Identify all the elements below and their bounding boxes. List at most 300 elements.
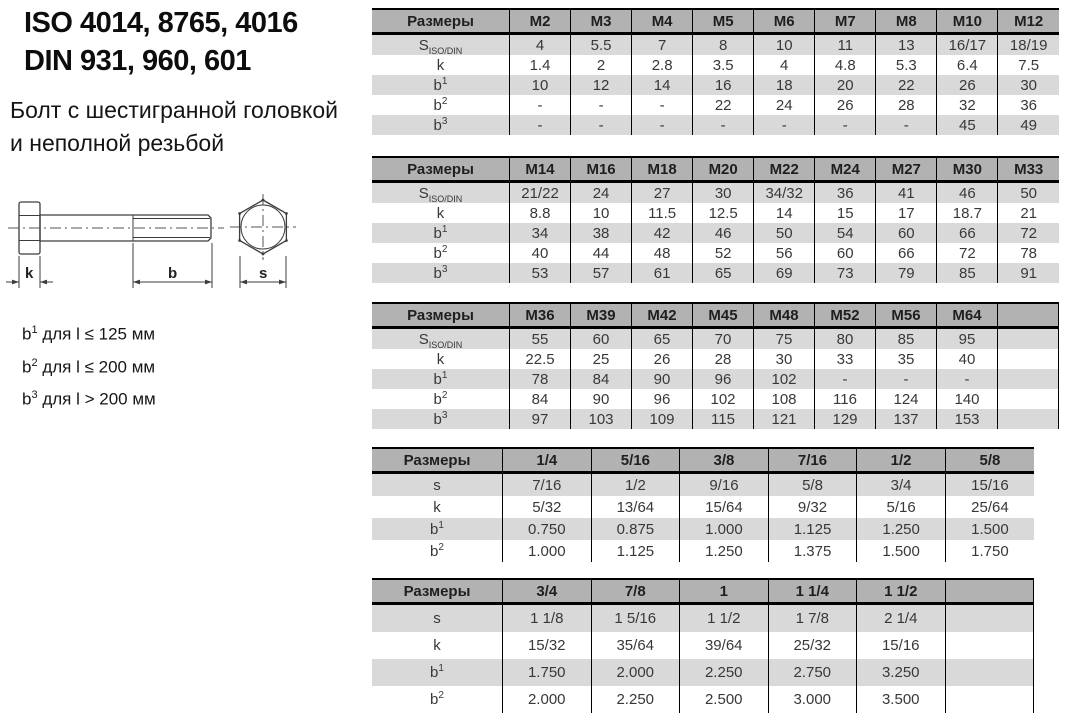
table-cell: 28 [693,349,754,369]
table-cell: 22.5 [510,349,571,369]
table-cell: 1 1/8 [503,604,592,633]
table-cell: 52 [693,243,754,263]
table-cell: 1.750 [945,540,1034,562]
table-cell: 2.750 [768,659,857,686]
table-cell: 1 5/16 [591,604,680,633]
table-cell: 46 [937,182,998,204]
table-cell: 35 [876,349,937,369]
footnote-b2: $b^2$ для l ≤ 200 мм [22,356,156,377]
subtitle-line-2: и неполной резьбой [10,130,225,156]
dimension-b [133,243,212,288]
column-header: Размеры [372,579,503,604]
table-cell: 41 [876,182,937,204]
table-cell: - [571,95,632,115]
table-cell: 84 [510,389,571,409]
table-cell: 65 [632,328,693,350]
table-row [372,75,1059,95]
table-cell: 69 [754,263,815,283]
column-header: M7 [815,9,876,34]
column-header: M64 [937,303,998,328]
table-cell: 66 [937,223,998,243]
table-cell: 60 [815,243,876,263]
column-header: M45 [693,303,754,328]
dimension-label-s: s [259,265,268,282]
table-cell: 103 [571,409,632,429]
table-cell: 22 [693,95,754,115]
table-cell: 4 [754,55,815,75]
table-cell: 49 [998,115,1059,135]
table-cell: - [876,369,937,389]
title-din: DIN 931, 960, 601 [24,45,251,77]
table-cell: 1.000 [503,540,592,562]
table-cell: 116 [815,389,876,409]
page-title [24,4,298,80]
table-row [372,95,1059,115]
table-cell: 2.250 [680,659,769,686]
table-cell: - [815,115,876,135]
table-cell [945,632,1034,659]
row-label: k [433,637,441,654]
table-cell: - [632,115,693,135]
table-cell: 30 [754,349,815,369]
dimension-label-k: k [25,265,34,282]
table-cell: 35/64 [591,632,680,659]
row-label: $b^3$ [372,263,510,283]
table-cell: 36 [998,95,1059,115]
table-cell: - [937,369,998,389]
dimension-label-b: b [168,265,178,282]
metric-table-m36-m64 [372,302,1059,429]
table-cell: 2.500 [680,686,769,713]
table-cell: 96 [632,389,693,409]
footnote-b1: $b^1$ для l ≤ 125 мм [22,324,156,344]
table-cell: 14 [754,203,815,223]
table-cell: 84 [571,369,632,389]
column-header: M39 [571,303,632,328]
table-row [372,659,1034,686]
table-cell [998,389,1059,409]
table-cell: 6.4 [937,55,998,75]
table-cell: 137 [876,409,937,429]
column-header [945,579,1034,604]
footnote-b3: $b^3$ для l > 200 мм [22,389,156,409]
table-cell: 72 [998,223,1059,243]
table-cell [945,686,1034,713]
table-cell: - [754,115,815,135]
row-label: $S_{ISO/DIN}$ [372,34,510,56]
table-row [372,328,1059,350]
column-header: 3/4 [503,579,592,604]
column-header: 1 [680,579,769,604]
table-cell: 1 1/2 [680,604,769,633]
footnotes [22,316,156,414]
table-cell [945,604,1034,633]
table-cell: 57 [571,263,632,283]
table-cell [998,328,1059,350]
table-cell: 1.375 [768,540,857,562]
column-header: M14 [510,157,571,182]
table-row [372,604,1034,633]
row-label: $b^2$ [430,690,444,708]
column-header: 1 1/4 [768,579,857,604]
column-header: 7/8 [591,579,680,604]
column-header: M12 [998,9,1059,34]
table-cell: 1.500 [857,540,946,562]
column-header: M48 [754,303,815,328]
table-cell: 72 [937,243,998,263]
row-label: $b^1$ [372,369,510,389]
table-cell: 18/19 [998,34,1059,56]
table-cell: 24 [754,95,815,115]
metric-table-m2-m12 [372,8,1059,135]
table-cell: 61 [632,263,693,283]
table-cell: 14 [632,75,693,95]
table-cell: 26 [937,75,998,95]
table-cell: 50 [754,223,815,243]
table-cell: 0.875 [591,518,680,540]
table-cell [945,659,1034,686]
table-row [372,369,1059,389]
table-row [372,496,1034,518]
table-cell: 140 [937,389,998,409]
bolt-drawing [2,186,322,312]
table-cell: 85 [937,263,998,283]
table-cell: - [693,115,754,135]
row-label: $b^1$ [372,659,503,686]
table-cell: 2.000 [503,686,592,713]
table-cell: 11 [815,34,876,56]
column-header: M24 [815,157,876,182]
table-cell: 56 [754,243,815,263]
table-cell: - [815,369,876,389]
row-label: $b^3$ [372,115,510,135]
table-cell: 109 [632,409,693,429]
table-header-row [372,579,1034,604]
table-cell: 44 [571,243,632,263]
table-cell: 79 [876,263,937,283]
column-header: M52 [815,303,876,328]
table-cell: 1.250 [857,518,946,540]
row-label: s [372,473,503,497]
table-cell: 5.5 [571,34,632,56]
table-cell: 66 [876,243,937,263]
table-cell: 90 [632,369,693,389]
table-row [372,632,1034,659]
table-cell: 38 [571,223,632,243]
table-cell: 1.250 [680,540,769,562]
table-header-row [372,303,1059,328]
table-cell: 21/22 [510,182,571,204]
table-cell: 25/32 [768,632,857,659]
row-label: $b^1$ [372,518,503,540]
table-row [372,34,1059,56]
table-cell: 27 [632,182,693,204]
table-cell: 20 [815,75,876,95]
column-header: 5/16 [591,448,680,473]
table-cell: 1.125 [591,540,680,562]
table-cell: 90 [571,389,632,409]
column-header: M16 [571,157,632,182]
column-header: M22 [754,157,815,182]
table-cell: 3.500 [857,686,946,713]
table-row [372,223,1059,243]
table-cell: 10 [754,34,815,56]
table-cell: 15/16 [857,632,946,659]
table-cell: 75 [754,328,815,350]
table-cell: 10 [510,75,571,95]
row-label: $b^2$ [433,389,448,408]
table-cell: 70 [693,328,754,350]
table-cell: 1.750 [503,659,592,686]
page-subtitle [10,94,338,160]
row-label: k [436,204,445,222]
table-cell: - [876,115,937,135]
table-cell: 53 [510,263,571,283]
row-label: $b^3$ [372,409,510,429]
table-header-row [372,448,1034,473]
dimension-k [6,256,53,288]
table-row [372,243,1059,263]
table-cell: 34 [510,223,571,243]
metric-table-m14-m33 [372,156,1059,283]
table-cell: 80 [815,328,876,350]
table-cell: 1/2 [591,473,680,497]
column-header: M6 [754,9,815,34]
table-cell: - [510,115,571,135]
table-cell: 91 [998,263,1059,283]
table-header-row [372,157,1059,182]
column-header: 1/4 [503,448,592,473]
table-cell: 9/32 [768,496,857,518]
table-cell: 21 [998,203,1059,223]
table-cell: 15 [815,203,876,223]
imperial-table-threequarters-to-oneandhalf [372,578,1034,713]
column-header: M20 [693,157,754,182]
table-cell: 2.000 [591,659,680,686]
table-cell: 26 [632,349,693,369]
row-label: $b^1$ [372,223,510,243]
table-row [372,349,1059,369]
table-cell: 25 [571,349,632,369]
table-cell: 60 [571,328,632,350]
table-cell: 12 [571,75,632,95]
table-cell: 5/32 [503,496,592,518]
table-cell: 1.125 [768,518,857,540]
table-cell: 32 [937,95,998,115]
table-cell: 7/16 [503,473,592,497]
table-cell: 3.250 [857,659,946,686]
table-cell: 2 1/4 [857,604,946,633]
table-cell: 4.8 [815,55,876,75]
table-cell: 3.5 [693,55,754,75]
table-cell: 39/64 [680,632,769,659]
table-cell: 26 [815,95,876,115]
table-cell: 11.5 [632,203,693,223]
table-cell: 7 [632,34,693,56]
table-cell: 73 [815,263,876,283]
table-cell: 1.000 [680,518,769,540]
column-header: M27 [876,157,937,182]
table-cell: 2.8 [632,55,693,75]
column-header: Размеры [372,303,510,328]
table-cell: 102 [693,389,754,409]
table-cell: 78 [510,369,571,389]
table-cell: 54 [815,223,876,243]
column-header: Размеры [372,448,503,473]
row-label: $S_{ISO/DIN}$ [372,182,510,204]
table-cell: 115 [693,409,754,429]
table-cell: 8.8 [510,203,571,223]
table-cell: 18 [754,75,815,95]
table-row [372,473,1034,497]
table-cell: 9/16 [680,473,769,497]
table-cell [998,369,1059,389]
table-cell: 153 [937,409,998,429]
table-cell: 3.000 [768,686,857,713]
column-header: 1/2 [857,448,946,473]
table-cell: 12.5 [693,203,754,223]
column-header: Размеры [372,9,510,34]
row-label: k [433,498,441,516]
imperial-table-quarter-to-fiveeighths [372,447,1034,562]
table-cell: 2 [571,55,632,75]
table-cell: 7.5 [998,55,1059,75]
table-cell: 10 [571,203,632,223]
table-cell: 95 [937,328,998,350]
column-header: M8 [876,9,937,34]
row-label: $b^2$ [433,243,448,262]
table-cell: 15/32 [503,632,592,659]
row-label: $b^1$ [372,75,510,95]
table-cell: 124 [876,389,937,409]
table-cell: 4 [510,34,571,56]
table-row [372,182,1059,204]
title-iso: ISO 4014, 8765, 4016 [24,7,298,39]
table-cell: 65 [693,263,754,283]
table-cell: 36 [815,182,876,204]
column-header: M36 [510,303,571,328]
table-cell: 48 [632,243,693,263]
table-cell: 18.7 [937,203,998,223]
table-cell: 30 [693,182,754,204]
table-cell: 129 [815,409,876,429]
column-header: M5 [693,9,754,34]
column-header: 3/8 [680,448,769,473]
table-cell: 2.250 [591,686,680,713]
table-row [372,540,1034,562]
column-header: M18 [632,157,693,182]
table-cell: 50 [998,182,1059,204]
table-cell: 1.4 [510,55,571,75]
table-cell: 5/8 [768,473,857,497]
table-cell: 5.3 [876,55,937,75]
table-cell: 33 [815,349,876,369]
row-label: s [372,604,503,633]
column-header: 1 1/2 [857,579,946,604]
column-header: 7/16 [768,448,857,473]
table-cell: 60 [876,223,937,243]
table-cell: 78 [998,243,1059,263]
table-row [372,389,1059,409]
table-cell: 55 [510,328,571,350]
table-cell: 30 [998,75,1059,95]
column-header: M30 [937,157,998,182]
table-cell: 28 [876,95,937,115]
column-header: M33 [998,157,1059,182]
table-cell: 3/4 [857,473,946,497]
table-cell [998,349,1059,369]
bolt-end-view [230,194,296,260]
table-cell [998,409,1059,429]
table-cell: 15/16 [945,473,1034,497]
table-cell: 34/32 [754,182,815,204]
table-cell: - [632,95,693,115]
column-header: M10 [937,9,998,34]
row-label: $b^2$ [430,541,444,560]
table-cell: 40 [510,243,571,263]
table-row [372,203,1059,223]
table-cell: 42 [632,223,693,243]
table-cell: 40 [937,349,998,369]
bolt-side-view [8,202,224,254]
table-cell: 16 [693,75,754,95]
column-header: M2 [510,9,571,34]
table-cell: 121 [754,409,815,429]
table-cell: 25/64 [945,496,1034,518]
table-cell: 108 [754,389,815,409]
dimension-s [240,256,286,288]
table-cell: 8 [693,34,754,56]
table-row [372,409,1059,429]
table-row [372,55,1059,75]
table-cell: 16/17 [937,34,998,56]
table-cell: 24 [571,182,632,204]
table-cell: 96 [693,369,754,389]
column-header: M56 [876,303,937,328]
column-header: M4 [632,9,693,34]
subtitle-line-1: Болт с шестигранной головкой [10,97,338,123]
table-row [372,115,1059,135]
table-row [372,686,1034,713]
table-row [372,518,1034,540]
table-cell: 15/64 [680,496,769,518]
table-header-row [372,9,1059,34]
table-cell: - [571,115,632,135]
table-cell: 46 [693,223,754,243]
table-cell: 5/16 [857,496,946,518]
table-cell: 0.750 [503,518,592,540]
table-cell: 85 [876,328,937,350]
table-cell: 13/64 [591,496,680,518]
column-header: Размеры [372,157,510,182]
column-header: 5/8 [945,448,1034,473]
row-label: $S_{ISO/DIN}$ [372,328,510,350]
table-cell: 13 [876,34,937,56]
table-row [372,263,1059,283]
table-cell: 22 [876,75,937,95]
row-label: k [436,56,445,74]
table-cell: - [510,95,571,115]
table-cell: 1.500 [945,518,1034,540]
column-header: M3 [571,9,632,34]
column-header: M42 [632,303,693,328]
table-cell: 1 7/8 [768,604,857,633]
table-cell: 102 [754,369,815,389]
row-label: $b^2$ [433,95,448,114]
column-header [998,303,1059,328]
table-cell: 45 [937,115,998,135]
table-cell: 97 [510,409,571,429]
